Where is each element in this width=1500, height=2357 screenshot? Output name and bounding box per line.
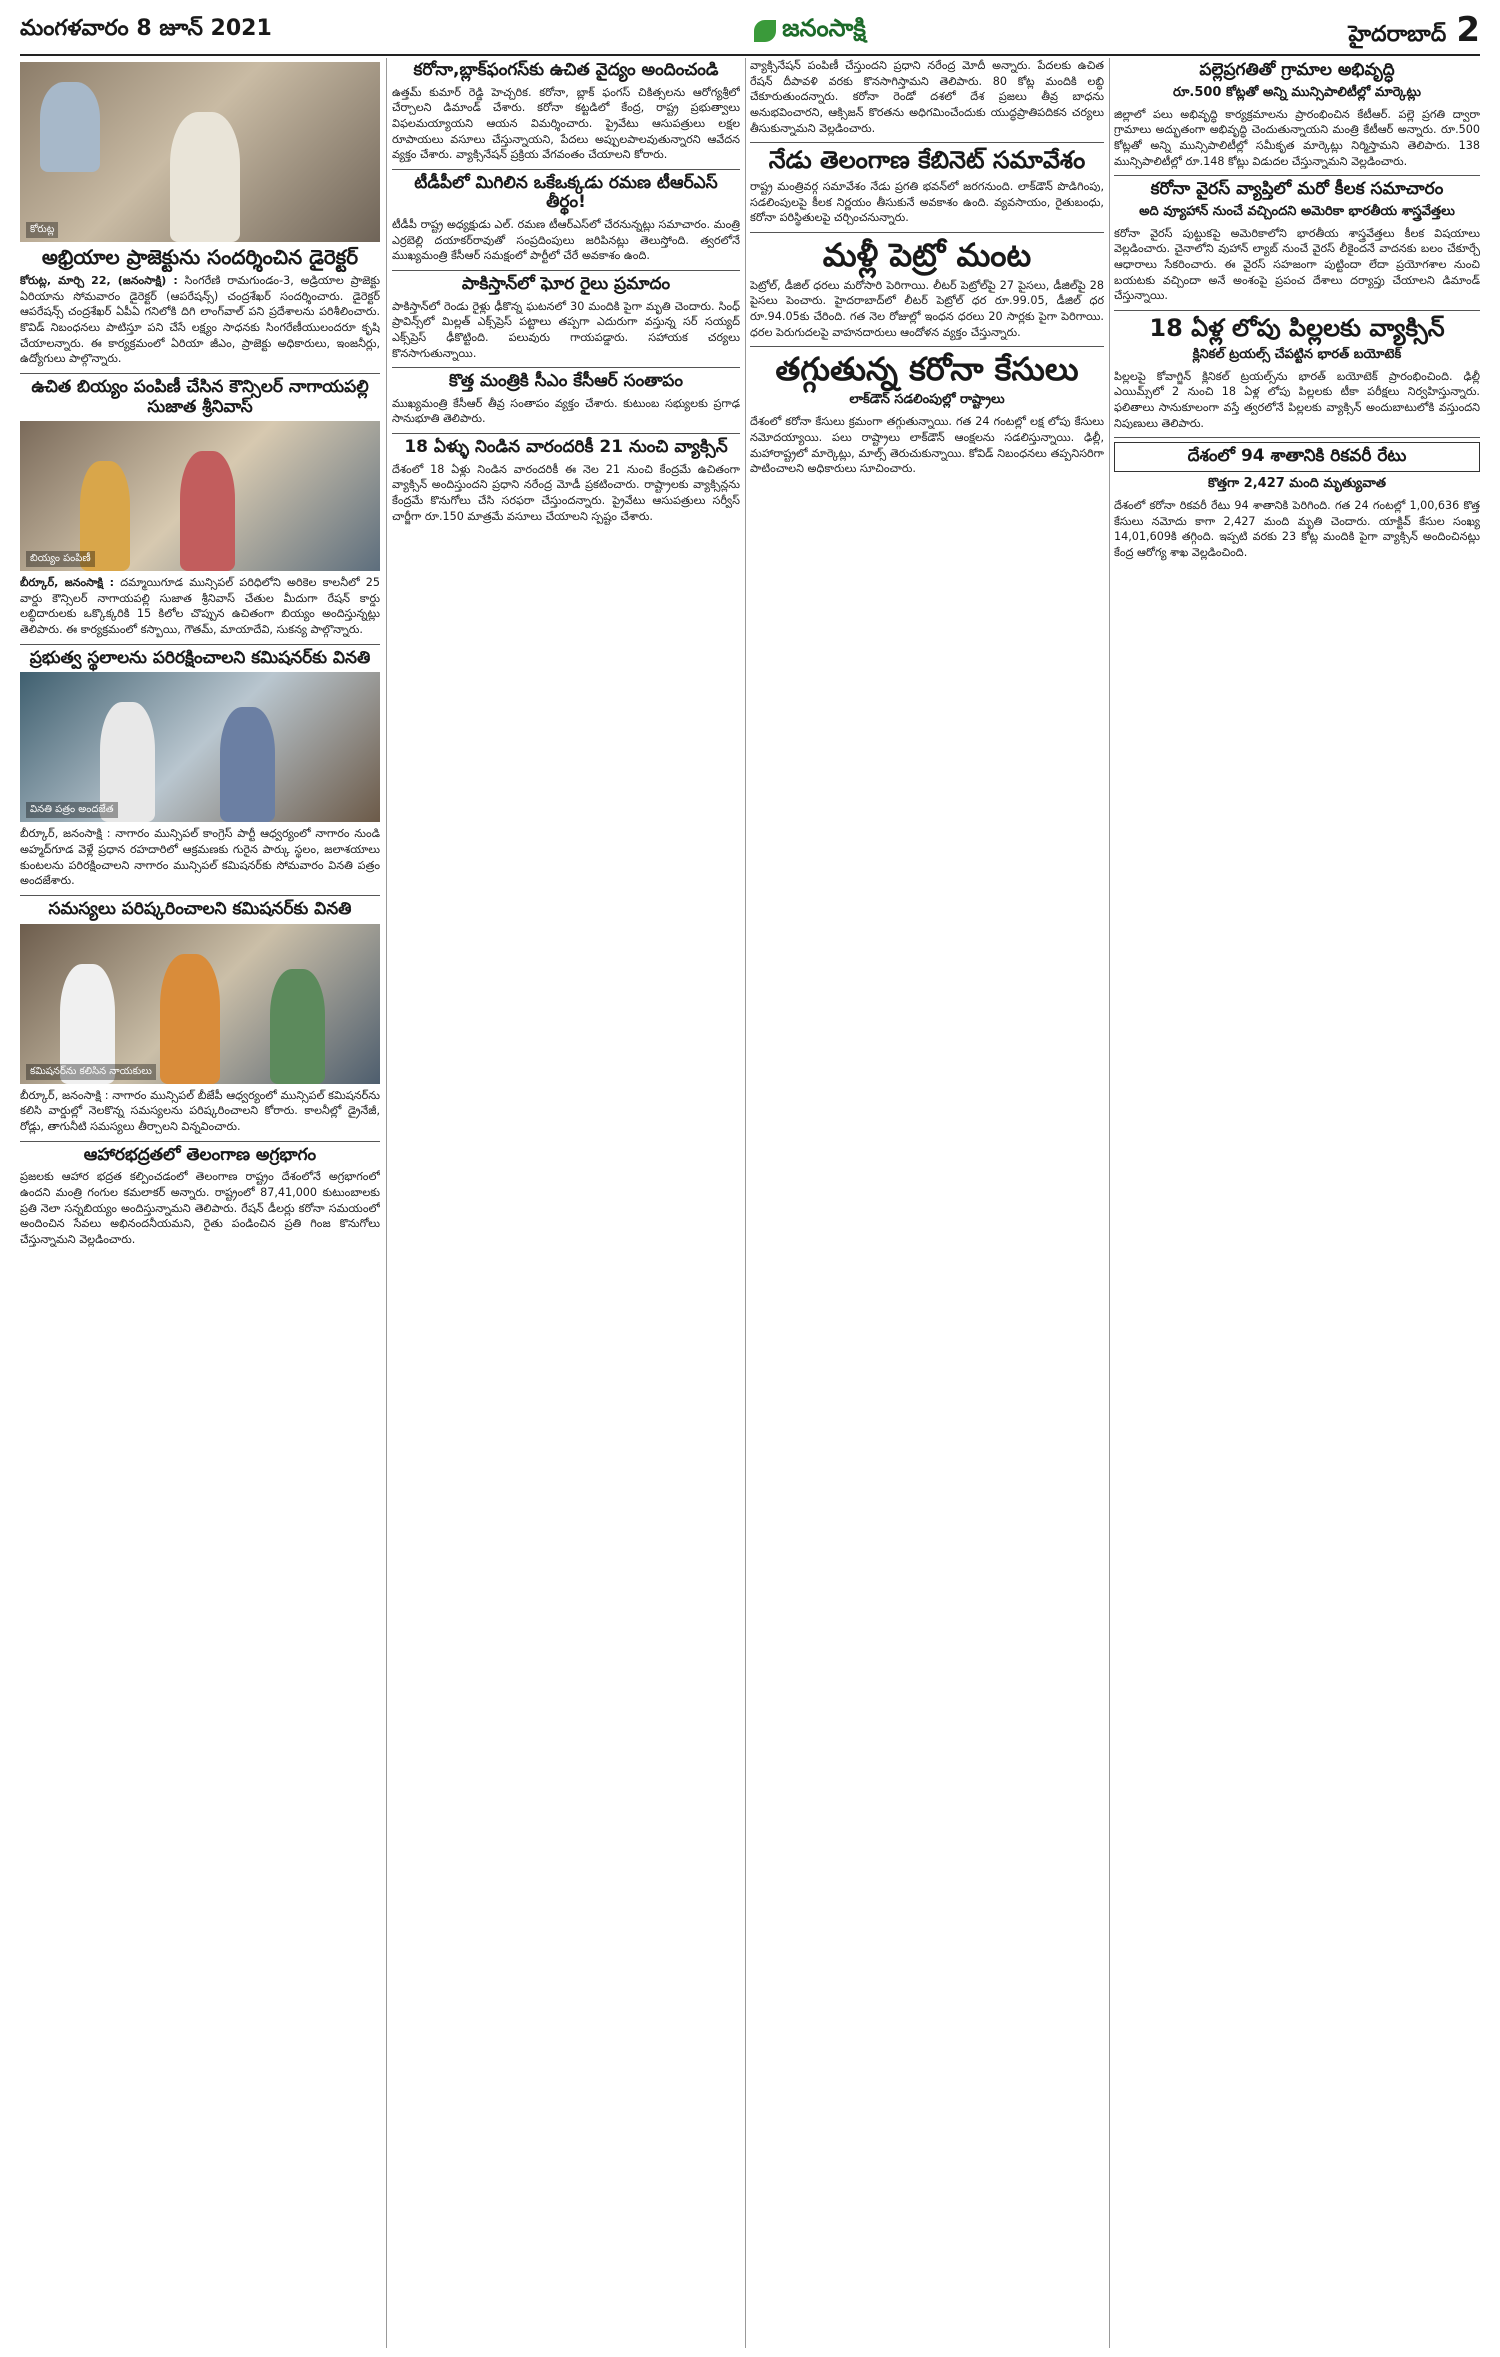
subheadline: అది వ్యూహాన్ నుంచే వచ్చిందని అమెరికా భారతీయ శాస్త్రవేత్తలు	[1139, 203, 1455, 219]
article-corona-decline	[750, 351, 1104, 476]
body-text: దేశంలో కరోనా కేసులు క్రమంగా తగ్గుతున్నాయి. గత 24 గంటల్లో లక్ష లోపు కేసులు నమోదయ్యాయి. పలు రాష్ట్రాలు లాక్‌డౌన్ ఆంక్షలను సడలిస్తున్నాయి. ఢిల్లీ, మహారాష్ట్రలో మార్కెట్లు, మాల్స్ తెరుచుకున్నాయి. కోవిడ్ నిబంధనలు తప్పనిసరిగా పాటించాలని అధికారులు సూచించారు.	[750, 415, 1104, 476]
paper-logo	[754, 14, 866, 48]
subheadline: కొత్తగా 2,427 మంది మృత్యువాత	[1208, 475, 1386, 491]
headline: తగ్గుతున్న కరోనా కేసులు	[775, 350, 1079, 389]
issue-date: మంగళవారం 8 జూన్ 2021	[20, 16, 272, 41]
body-text: బీర్కూర్, జనంసాక్షి : నాగారం మున్సిపల్ కాంగ్రెస్ పార్టీ ఆధ్వర్యంలో నాగారం నుండి అహ్మద్‌గూడ వెళ్లే ప్రధాన రహదారిలో ఆక్రమణకు గురైన పార్కు స్థలం, జలాశయాలు కుంటలను పరిరక్షించాలని నాగారం మున్సిపల్ కమిషనర్‌కు సోమవారం వినతి పత్రం అందజేశారు.	[20, 827, 380, 888]
photo-caption: బియ్యం పంపిణీ	[26, 551, 95, 567]
body-text: వ్యాక్సినేషన్ పంపిణీ చేస్తుందని ప్రధాని నరేంద్ర మోదీ అన్నారు. పేదలకు ఉచిత రేషన్ దీపావళి వరకు కొనసాగిస్తామని తెలిపారు. 80 కోట్ల మందికి లబ్ధి చేకూరుతుందన్నారు. కరోనా రెండో దశలో దేశ ప్రజలు తీవ్ర బాధను అనుభవించారని, ఆక్సిజన్ కొరతను అధిగమించేందుకు యుద్ధప్రాతిపదికన చర్యలు తీసుకున్నామని వెల్లడించారు.	[750, 59, 1104, 135]
article-modi-vaccine-cont	[750, 58, 1104, 136]
body-text: జిల్లాలో పలు అభివృద్ధి కార్యక్రమాలను ప్రారంభించిన కేటీఆర్. పల్లె ప్రగతి ద్వారా గ్రామాలు అద్భుతంగా అభివృద్ధి చెందుతున్నాయని మంత్రి కేటీఆర్ అన్నారు. రూ.500 కోట్లతో అన్ని మున్సిపాలిటీల్లో సమీకృత మార్కెట్లు నిర్మిస్తామని తెలిపారు. 138 మున్సిపాలిటీల్లో రూ.148 కోట్లు విడుదల చేస్తున్నామని వెల్లడించారు.	[1114, 107, 1480, 168]
edition	[1348, 10, 1480, 52]
page-number: 2	[1456, 10, 1480, 50]
body-text: టీడీపీ రాష్ట్ర అధ్యక్షుడు ఎల్. రమణ టీఆర్‌ఎస్‌లో చేరనున్నట్లు సమాచారం. మంత్రి ఎర్రబెల్లి దయాకర్‌రావుతో సంప్రదింపులు జరిపినట్లు తెలుస్తోంది. త్వరలోనే ముఖ్యమంత్రి కేసీఆర్ సమక్షంలో పార్టీలో చేరే అవకాశం ఉంది.	[392, 218, 740, 263]
person-figure	[180, 451, 235, 571]
article-child-vaccine	[1114, 315, 1480, 431]
person-figure	[270, 969, 325, 1084]
photo-caption: వినతి పత్రం అందజేత	[26, 802, 118, 818]
subheadline: క్లినికల్ ట్రయల్స్ చేపట్టిన భారత్ బయోటెక్	[1192, 346, 1402, 362]
article-director-visit	[20, 246, 380, 367]
article-free-rice	[20, 378, 380, 638]
article-land-protection	[20, 649, 380, 889]
article-petrol-price	[750, 237, 1104, 340]
person-figure	[160, 954, 220, 1084]
article-vaccine-18plus	[392, 438, 740, 524]
body-text: పెట్రోల్, డీజిల్ ధరలు మరోసారి పెరిగాయి. లీటర్ పెట్రోల్‌పై 27 పైసలు, డీజిల్‌పై 28 పైసలు పెంచారు. హైదరాబాద్‌లో లీటర్ పెట్రోల్ ధర రూ.99.05, డీజిల్ ధర రూ.94.05కు చేరింది. గత నెల రోజుల్లో ఇంధన ధరలు 20 సార్లకు పైగా పెరిగాయి. ధరల పెరుగుదలపై వాహనదారులు ఆందోళన వ్యక్తం చేస్తున్నారు.	[750, 278, 1104, 339]
headline: ప్రభుత్వ స్థలాలను పరిరక్షించాలని కమిషనర్‌కు వినతి	[29, 647, 371, 668]
article-cabinet-meeting	[750, 147, 1104, 226]
headline: కొత్త మంత్రికి సీఎం కేసీఆర్ సంతాపం	[449, 371, 683, 392]
logo-text: జనంసాక్షి	[782, 14, 866, 42]
headline: 18 ఏళ్ల లోపు పిల్లలకు వ్యాక్సిన్	[1149, 314, 1445, 343]
photo-petition	[20, 672, 380, 822]
body-text: పాకిస్తాన్‌లో రెండు రైళ్లు ఢీకొన్న ఘటనలో 30 మందికి పైగా మృతి చెందారు. సింధ్ ప్రావిన్స్‌లో మిల్లత్ ఎక్స్‌ప్రెస్ పట్టాలు తప్పగా ఎదురుగా వస్తున్న సర్ సయ్యద్ ఎక్స్‌ప్రెస్ ఢీకొట్టింది. పలువురు గాయపడ్డారు. సహాయక చర్యలు కొనసాగుతున్నాయి.	[392, 299, 740, 360]
article-body	[20, 273, 380, 367]
headline: ఆహారభద్రతలో తెలంగాణ అగ్రభాగం	[83, 1144, 317, 1165]
body-text: పిల్లలపై కోవాగ్జిన్ క్లినికల్ ట్రయల్స్‌ను భారత్ బయోటెక్ ప్రారంభించింది. ఢిల్లీ ఎయిమ్స్‌లో 2 నుంచి 18 ఏళ్ల లోపు పిల్లలకు టీకా పరీక్షలు నిర్వహిస్తున్నారు. ఫలితాలు సానుకూలంగా వస్తే త్వరలోనే పిల్లలకు వ్యాక్సిన్ అందుబాటులోకి వస్తుందని నిపుణులు తెలిపారు.	[1114, 369, 1480, 430]
headline: అభ్రియాల ప్రాజెక్టును సందర్శించిన డైరెక్టర్	[41, 245, 359, 269]
dateline: బీర్కూర్, జనంసాక్షి :	[20, 576, 115, 590]
headline: కరోనా,బ్లాక్‌ఫంగస్‌కు ఉచిత వైద్యం అందించండి	[413, 60, 719, 80]
column-divider	[386, 58, 387, 2348]
body-text: కరోనా వైరస్ పుట్టుకపై అమెరికాలోని భారతీయ శాస్త్రవేత్తలు కీలక విషయాలు వెల్లడించారు. చైనాలోని వుహాన్ ల్యాబ్ నుంచే వైరస్ లీకైందనే వాదనకు బలం చేకూర్చే ఆధారాలు సేకరించారు. ఈ వైరస్ సహజంగా పుట్టిందా లేదా ప్రయోగశాల నుంచి బయటకు వచ్చిందా అనే అంశంపై ప్రపంచ దేశాలు దర్యాప్తు చేయాలని డిమాండ్ చేస్తున్నాయి.	[1114, 226, 1480, 303]
headline: దేశంలో 94 శాతానికి రికవరీ రేటు	[1114, 442, 1480, 472]
headline: పల్లెప్రగతితో గ్రామాల అభివృద్ధి	[1199, 60, 1395, 80]
body-text: ప్రజలకు ఆహార భద్రత కల్పించడంలో తెలంగాణ రాష్ట్రం దేశంలోనే అగ్రభాగంలో ఉందని మంత్రి గంగుల కమలాకర్ అన్నారు. రాష్ట్రంలో 87,41,000 కుటుంబాలకు ప్రతి నెలా సన్నబియ్యం అందిస్తున్నామని తెలిపారు. రేషన్ డీలర్లు కరోనా సమయంలో అందించిన సేవలు అభినందనీయమని, రైతు పండించిన ప్రతి గింజ కొనుగోలు చేస్తున్నామని వెల్లడించారు.	[20, 1170, 380, 1246]
column-4	[1114, 58, 1480, 2348]
headline: టీడీపీలో మిగిలిన ఒకేఒక్కడు రమణ టీఆర్‌ఎస్ తీర్థం!	[414, 172, 718, 213]
photo-commissioner	[20, 924, 380, 1084]
article-food-security	[20, 1146, 380, 1248]
body-text: సింగరేణి రామగుండం-3, అడ్రియాల ప్రాజెక్టు ఏరియాను సోమవారం డైరెక్టర్ (ఆపరేషన్స్) చంద్రశేఖర్ సందర్శించారు. డైరెక్టర్ ఆపరేషన్స్ చంద్రశేఖర్ ఏపీఏ గనిలోకి దిగి లాంగ్‌వాల్ పని ప్రదేశాలను పరిశీలించారు. కొవిడ్ నిబంధనలు పాటిస్తూ పని చేసే లక్ష్యం సాధనకు సింగరేణీయులందరూ కృషి చేయాలన్నారు. ఈ కార్యక్రమంలో ఏరియా జీఎం, ప్రాజెక్టు అధికారులు, ఇంజనీర్లు, ఉద్యోగులు పాల్గొన్నారు.	[20, 274, 380, 366]
body-text: దేశంలో 18 ఏళ్లు నిండిన వారందరికీ ఈ నెల 21 నుంచి కేంద్రమే ఉచితంగా వ్యాక్సిన్ అందిస్తుందని ప్రధాని నరేంద్ర మోడీ ప్రకటించారు. రాష్ట్రాలకు వ్యాక్సిన్లను కేంద్రమే కొనుగోలు చేసి సరఫరా చేస్తుందన్నారు. ప్రైవేటు ఆసుపత్రులు సర్వీస్ చార్జీగా రూ.150 మాత్రమే వసూలు చేయాలని స్పష్టం చేశారు.	[392, 462, 740, 523]
column-2	[392, 58, 740, 2348]
article-commissioner-petition	[20, 900, 380, 1135]
column-divider	[745, 58, 746, 2348]
headline: మళ్లీ పెట్రో మంట	[822, 235, 1032, 274]
headline: పాకిస్తాన్‌లో ఘోర రైలు ప్రమాదం	[461, 274, 671, 295]
article-pak-train-accident	[392, 275, 740, 361]
person-figure	[170, 112, 240, 242]
article-cm-condolence	[392, 372, 740, 427]
article-free-treatment	[392, 61, 740, 163]
person-figure	[220, 707, 275, 822]
headline: కరోనా వైరస్ వ్యాప్తిలో మరో కీలక సమాచారం	[1150, 179, 1444, 200]
article-village-development	[1114, 61, 1480, 169]
masthead	[20, 8, 1480, 56]
article-recovery-rate	[1114, 442, 1480, 560]
photo-caption: కోరుట్ల	[26, 222, 58, 238]
column-divider	[1109, 58, 1110, 2348]
body-text: బీర్కూర్, జనంసాక్షి : నాగారం మున్సిపల్ బీజేపీ ఆధ్వర్యంలో మున్సిపల్ కమిషనర్‌ను కలిసి వార్డుల్లో నెలకొన్న సమస్యలను పరిష్కరించాలని కోరారు. కాలనీల్లో డ్రైనేజీ, రోడ్లు, తాగునీటి సమస్యలు తీర్చాలని విన్నవించారు.	[20, 1088, 380, 1133]
column-3	[750, 58, 1104, 2348]
headline: 18 ఏళ్ళు నిండిన వారందరికీ 21 నుంచి వ్యాక్సిన్	[404, 437, 728, 458]
body-text: దమ్మాయిగూడ మున్సిపల్ పరిధిలోని అరికెల కాలనీలో 25 వార్డు కౌన్సిలర్ నాగాయపల్లి సుజాత శ్రీనివాస్ చేతుల మీదుగా రేషన్ కార్డు లబ్ధిదారులకు ఒక్కొక్కరికి 15 కిలోల చొప్పున ఉచితంగా బియ్యం అందిస్తున్నట్లు తెలిపారు. ఈ కార్యక్రమంలో కస్బాయి, గౌతమ్, మాయాదేవి, సుకన్య పాల్గొన్నారు.	[20, 576, 380, 637]
photo-rice-distribution	[20, 421, 380, 571]
article-virus-origin	[1114, 180, 1480, 304]
subheadline: రూ.500 కోట్లతో అన్ని మున్సిపాలిటీల్లో మార్కెట్లు	[1173, 84, 1421, 100]
body-text: రాష్ట్ర మంత్రివర్గ సమావేశం నేడు ప్రగతి భవన్‌లో జరగనుంది. లాక్‌డౌన్ పొడిగింపు, సడలింపులపై కీలక నిర్ణయం తీసుకునే అవకాశం ఉంది. వ్యవసాయం, రైతుబంధు, కరోనా పరిస్థితులపై చర్చించనున్నారు.	[750, 179, 1104, 225]
body-text: ఉత్తమ్ కుమార్ రెడ్డి హెచ్చరిక. కరోనా, బ్లాక్ ఫంగస్ చికిత్సలను ఆరోగ్యశ్రీలో చేర్చాలని డిమాండ్ చేశారు. కరోనా కట్టడిలో కేంద్ర, రాష్ట్ర ప్రభుత్వాలు విఫలమయ్యాయని ఆయన విమర్శించారు. ప్రైవేటు ఆసుపత్రులు లక్షల రూపాయలు వసూలు చేస్తున్నాయని, పేదలు అప్పులపాలవుతున్నారని ఆవేదన వ్యక్తం చేశారు. వ్యాక్సినేషన్ ప్రక్రియ వేగవంతం చేయాలని కోరారు.	[392, 85, 740, 162]
headline: నేడు తెలంగాణ కేబినెట్ సమావేశం	[768, 146, 1086, 175]
person-figure	[40, 82, 100, 172]
headline: సమస్యలు పరిష్కరించాలని కమిషనర్‌కు వినతి	[48, 899, 352, 920]
column-1	[20, 58, 380, 2348]
headline: ఉచిత బియ్యం పంపిణీ చేసిన కౌన్సిలర్ నాగాయపల్లి సుజాత శ్రీనివాస్	[31, 377, 369, 417]
photo-caption: కమిషనర్‌ను కలిసిన నాయకులు	[26, 1064, 156, 1080]
body-text: ముఖ్యమంత్రి కేసీఆర్ తీవ్ర సంతాపం వ్యక్తం చేశారు. కుటుంబ సభ్యులకు ప్రగాఢ సానుభూతి తెలిపారు.	[392, 396, 740, 426]
leaf-icon	[754, 20, 776, 42]
article-body	[20, 575, 380, 638]
subheadline: లాక్‌డౌన్ సడలింపుల్లో రాష్ట్రాలు	[849, 392, 1005, 408]
edition-city: హైదరాబాద్	[1348, 22, 1447, 47]
article-ramana-trs	[392, 174, 740, 264]
body-text: దేశంలో కరోనా రికవరీ రేటు 94 శాతానికి పెరిగింది. గత 24 గంటల్లో 1,00,636 కొత్త కేసులు నమోదు కాగా 2,427 మంది మృతి చెందారు. యాక్టివ్ కేసుల సంఖ్య 14,01,609కి తగ్గింది. ఇప్పటి వరకు 23 కోట్ల మందికి పైగా వ్యాక్సిన్ అందించినట్లు కేంద్ర ఆరోగ్య శాఖ వెల్లడించింది.	[1114, 498, 1480, 559]
dateline: కోరుట్ల, మార్చి 22, (జనంసాక్షి) :	[20, 274, 178, 287]
photo-office	[20, 62, 380, 242]
